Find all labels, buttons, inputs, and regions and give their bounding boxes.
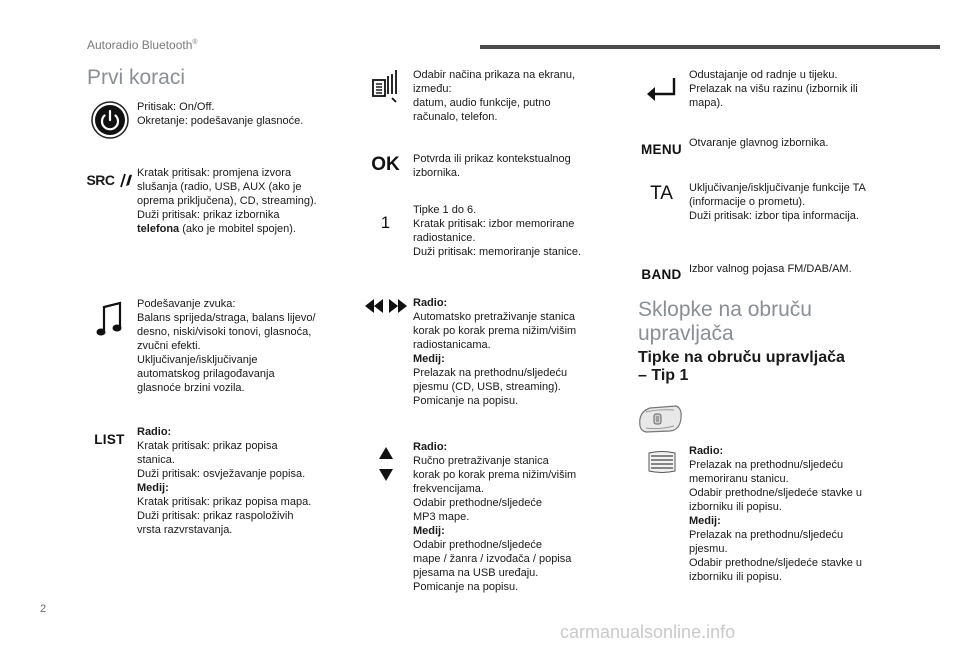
- entry-sound: Podešavanje zvuka: Balans sprijeda/straga, balans lijevo/ desno, niski/visoki tonovi, glasnoća, zvučni efekti. Uključivanje/isključivanje automatskog prilagođavanja glasnoće brzini vozila.: [82, 297, 357, 395]
- steering-wheel-switch-icon: [636, 404, 684, 439]
- ok-button-label: OK: [371, 154, 400, 175]
- src-phone-icon: SRC: [82, 166, 137, 236]
- entry-list: LIST Radio: Kratak pritisak: prikaz popisa stanica. Duži pritisak: osvježavanje popisa. Medij: Kratak pritisak: prikaz popisa mapa. Duži pritisak: prikaz raspoloživih vrsta razvrstavanja.: [82, 425, 357, 537]
- steering-wheel-buttons-icon: [634, 444, 689, 584]
- entry-seek: Radio: Automatsko pretraživanje stanica korak po korak prema nižim/višim radiostanicama. Medij: Prelazak na prethodnu/sljedeću pjesmu (CD, USB, streaming). Pomicanje na popisu.: [358, 296, 608, 408]
- entry-back: Odustajanje od radnje u tijeku. Prelazak na višu razinu (izbornik ili mapa).: [634, 68, 924, 110]
- list-button-label: LIST: [94, 432, 125, 447]
- header-bar: [480, 45, 940, 49]
- entry-presets: 1 Tipke 1 do 6. Kratak pritisak: izbor memorirane radiostanice. Duži pritisak: memoriranje stanice.: [358, 203, 608, 259]
- entry-manual-tune: Radio: Ručno pretraživanje stanica korak po korak prema nižim/višim frekvencijama. Odabir prethodne/sljedeće MP3 mape. Medij: Odabir prethodne/sljedeće mape / žanra / izvođača / popisa pjesama na USB uređaju. Pomicanje na popisu.: [358, 440, 608, 594]
- arrows-up-down-icon: [358, 440, 413, 594]
- menu-button-label: MENU: [641, 142, 682, 157]
- entry-wheel-buttons: Radio: Prelazak na prethodnu/sljedeću memoriranu stanicu. Odabir prethodne/sljedeće stavke u izborniku ili popisu. Medij: Prelazak na prethodnu/sljedeću pjesmu. Odabir prethodne/sljedeće stavke u izborniku ili popisu.: [634, 444, 924, 584]
- entry-power: Pritisak: On/Off. Okretanje: podešavanje glasnoće.: [82, 100, 352, 140]
- watermark: carmanualsonline.info: [560, 622, 736, 642]
- entry-ok: OK Potvrda ili prikaz kontekstualnog izbornika.: [358, 152, 608, 180]
- entry-display: Odabir načina prikaza na ekranu, između: datum, audio funkcije, putno računalo, telefon.: [358, 68, 608, 124]
- entry-ta: TA Uključivanje/isključivanje funkcije TA (informacije o prometu). Duži pritisak: izbor tipa informacija.: [634, 181, 924, 223]
- display-mode-icon: [358, 68, 413, 124]
- power-icon: [82, 100, 137, 140]
- entry-menu: MENU Otvaranje glavnog izbornika.: [634, 136, 924, 157]
- section-title-controls: Sklopke na obruču upravljača: [638, 298, 812, 345]
- music-note-icon: [82, 297, 137, 395]
- header-title: Autoradio Bluetooth®: [87, 38, 198, 52]
- back-arrow-icon: [634, 68, 689, 110]
- section-title-first-steps: Prvi koraci: [87, 66, 186, 89]
- entry-src: SRC Kratak pritisak: promjena izvora slušanja (radio, USB, AUX (ako je oprema priključena), CD, streaming). Duži pritisak: prikaz izbornika telefona (ako je mobitel spojen).: [82, 166, 357, 236]
- band-button-label: BAND: [641, 267, 682, 282]
- double-arrows-left-right-icon: [358, 296, 413, 408]
- page-number: 2: [40, 603, 47, 615]
- entry-band: BAND Izbor valnog pojasa FM/DAB/AM.: [634, 262, 924, 282]
- subtitle-controls-type1: Tipke na obruču upravljača – Tip 1: [638, 349, 845, 384]
- preset-button-label: 1: [380, 213, 391, 232]
- ta-button-label: TA: [650, 183, 673, 204]
